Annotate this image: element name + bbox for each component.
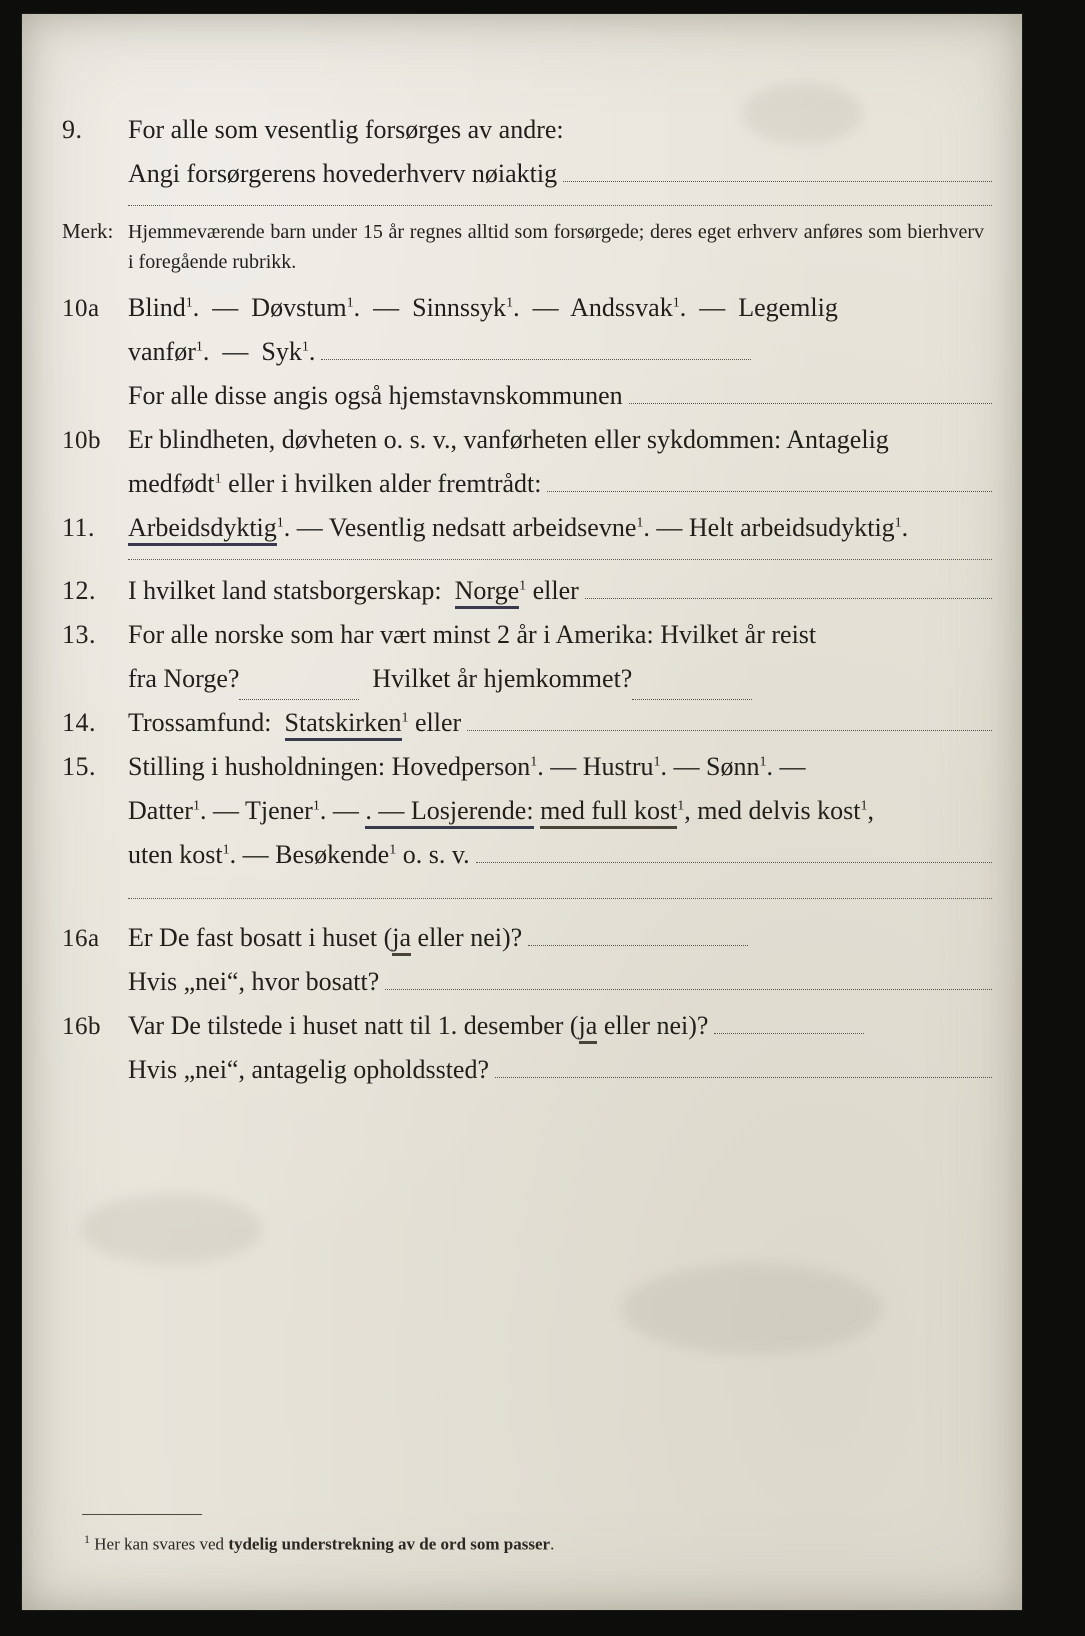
form-item-9 xyxy=(62,109,992,151)
item-10a-options-line2: vanfør$^1$. — Syk$^1$. xyxy=(128,337,316,366)
option-med-delvis-kost[interactable]: , med delvis kost xyxy=(684,796,861,825)
footnote-marker: 1 xyxy=(672,295,680,311)
item-number-11: 11. xyxy=(62,513,96,542)
item-10b-answer-blank[interactable] xyxy=(547,467,992,492)
footnote-marker: 1 xyxy=(506,295,514,311)
item-13-from-norway-blank[interactable] xyxy=(239,675,359,700)
option-dovstum[interactable]: Døvstum xyxy=(251,293,347,322)
item-10b-line2 xyxy=(128,463,541,505)
footnote-marker: 1 xyxy=(677,798,685,814)
footnote-marker: 1 xyxy=(222,842,230,858)
form-item-10b-line2 xyxy=(62,463,992,505)
form-item-16b-line2 xyxy=(62,1049,992,1091)
footnote-marker: 1 xyxy=(530,754,538,770)
option-besokende[interactable]: . — Besøkende xyxy=(229,840,390,869)
option-legemlig-vanfor-part1[interactable]: Legemlig xyxy=(738,293,838,322)
item-13-line1: For alle norske som har vært minst 2 år i Amerika: Hvilket år reist xyxy=(128,620,817,649)
item-9-line2: Angi forsørgerens hovederhverv nøiaktig xyxy=(128,159,558,188)
item-11-part3: . — Helt arbeidsudyktig xyxy=(643,513,895,542)
form-item-16b xyxy=(62,1005,992,1047)
section-divider xyxy=(128,559,992,560)
form-item-12 xyxy=(62,570,992,612)
option-legemlig-vanfor-part2[interactable]: vanfør xyxy=(128,337,196,366)
item-14-label: Trossamfund: xyxy=(128,708,272,737)
item-11-text xyxy=(128,507,908,549)
option-hustru[interactable]: . — Hustru xyxy=(537,752,654,781)
item-10a-note-blank[interactable] xyxy=(629,379,992,404)
item-number-12: 12. xyxy=(62,576,96,605)
option-tjener[interactable]: . — Tjener xyxy=(199,796,313,825)
footnote-marker: 1 xyxy=(276,515,284,531)
item-12-label: I hvilket land statsborgerskap: xyxy=(128,576,442,605)
item-14-tail: eller xyxy=(415,708,462,737)
merk-label: Merk: xyxy=(62,219,114,243)
item-15-label: Stilling i husholdningen: Hovedperson xyxy=(128,752,531,781)
form-item-10a-note xyxy=(62,375,992,417)
footnote-marker: 1 xyxy=(84,1532,90,1546)
item-15-etc: o. s. v. xyxy=(402,840,470,869)
form-item-15 xyxy=(62,746,992,788)
form-item-16a-line2 xyxy=(62,961,992,1003)
paper-smudge xyxy=(622,1264,882,1354)
footnote-text-bold: tydelig understrekning av de ord som passer xyxy=(228,1534,551,1554)
item-13-returned-label: Hvilket år hjemkommet? xyxy=(372,664,633,693)
option-arbeidsdyktig[interactable]: Arbeidsdyktig xyxy=(128,513,277,546)
footnote-marker: 1 xyxy=(192,798,200,814)
item-16b-line2-blank[interactable] xyxy=(495,1053,992,1078)
option-ja-16b[interactable]: ja xyxy=(579,1011,598,1044)
item-11-part2: . — Vesentlig nedsatt arbeidsevne xyxy=(283,513,637,542)
footnote-marker: 1 xyxy=(346,295,354,311)
item-15-line1 xyxy=(128,746,806,788)
footnote-marker: 1 xyxy=(653,754,661,770)
form-item-10b xyxy=(62,419,992,461)
merk-text: Hjemmeværende barn under 15 år regnes alltid som forsørgede; deres eget erhverv anføres som bierhverv i foregående rubrikk. xyxy=(128,221,984,273)
page-footnote xyxy=(84,1532,984,1555)
item-16a-line2-blank[interactable] xyxy=(385,965,992,990)
item-10a-options-line1: Blind$^1$. — Døvstum$^1$. — Sinnssyk$^1$. — Andssvak$^1$. — Legemlig xyxy=(128,293,838,322)
form-item-15-line2 xyxy=(62,790,992,832)
form-item-9-answer xyxy=(62,153,992,195)
footnote-marker: 1 xyxy=(389,842,397,858)
item-10b-line1: Er blindheten, døvheten o. s. v., vanførheten eller sykdommen: Antagelig xyxy=(128,425,889,454)
footnote-text-post: . xyxy=(550,1534,555,1554)
form-item-15-line3 xyxy=(62,834,992,876)
item-14-answer[interactable]: Statskirken xyxy=(285,708,402,741)
item-9-answer-blank[interactable] xyxy=(563,157,992,182)
item-number-14: 14. xyxy=(62,708,96,737)
option-ja[interactable]: ja xyxy=(392,923,411,956)
section-divider xyxy=(128,205,992,206)
item-12-tail: eller xyxy=(532,576,579,605)
option-uten-kost[interactable]: uten kost xyxy=(128,840,223,869)
item-number-10b: 10b xyxy=(62,427,101,454)
form-content xyxy=(62,109,992,1093)
footnote-marker: 1 xyxy=(759,754,767,770)
item-number-10a: 10a xyxy=(62,295,100,322)
option-sonn[interactable]: . — Sønn xyxy=(660,752,760,781)
form-item-16a xyxy=(62,917,992,959)
option-andssvak[interactable]: Andssvak xyxy=(570,293,673,322)
option-sinnssyk[interactable]: Sinnssyk xyxy=(412,293,507,322)
item-16a-line2: Hvis „nei“, hvor bosatt? xyxy=(128,967,380,996)
option-datter[interactable]: Datter xyxy=(128,796,193,825)
footnote-marker: 1 xyxy=(312,798,320,814)
option-syk[interactable]: Syk xyxy=(261,337,302,366)
item-15-line2: Datter$^1$. — Tjener$^1$. — . — Losjerende: med full kost$^1$, med delvis kost$^1$, xyxy=(128,790,874,832)
footnote-rule xyxy=(82,1514,202,1515)
option-medfodt[interactable]: medfødt xyxy=(128,469,215,498)
item-16b-line1: Var De tilstede i huset natt til 1. desember (ja eller nei)? xyxy=(128,1005,708,1047)
item-number-16a: 16a xyxy=(62,925,100,952)
paper-smudge xyxy=(82,1194,262,1264)
item-number-13: 13. xyxy=(62,620,96,649)
form-item-13 xyxy=(62,614,992,656)
item-16b-answer-blank[interactable] xyxy=(714,1009,864,1034)
item-16a-answer-blank[interactable] xyxy=(528,921,748,946)
item-16a-line1: Er De fast bosatt i huset (ja eller nei)? xyxy=(128,917,522,959)
footnote-text-pre: Her kan svares ved xyxy=(94,1534,229,1554)
item-15-comma: , xyxy=(867,796,875,825)
item-15-line3 xyxy=(128,834,470,876)
option-med-full-kost[interactable]: med full kost xyxy=(540,796,677,829)
item-15-dash: . — xyxy=(766,752,806,781)
form-item-10a-line2 xyxy=(62,331,992,373)
item-13-returned-blank[interactable] xyxy=(632,675,752,700)
item-15-answer-blank[interactable] xyxy=(476,838,992,863)
section-divider xyxy=(128,898,992,899)
item-12-answer-blank[interactable] xyxy=(585,574,992,599)
footnote-marker: 1 xyxy=(185,295,193,311)
item-12-text xyxy=(128,570,579,612)
footnote-marker: 1 xyxy=(401,710,409,726)
item-10a-answer-blank[interactable] xyxy=(321,335,751,360)
item-10b-line2b: eller i hvilken alder fremtrådt: xyxy=(228,469,542,498)
form-item-11 xyxy=(62,507,992,549)
form-item-10a xyxy=(62,287,992,329)
footnote-marker: 1 xyxy=(195,339,203,355)
item-12-answer[interactable]: Norge xyxy=(455,576,520,609)
item-9-line1: For alle som vesentlig forsørges av andre: xyxy=(128,115,564,144)
footnote-marker: 1 xyxy=(894,515,902,531)
footnote-marker: 1 xyxy=(214,471,222,487)
item-number-16b: 16b xyxy=(62,1013,101,1040)
item-11-part4: . xyxy=(901,513,909,542)
footnote-marker: 1 xyxy=(519,578,527,594)
item-number-15: 15. xyxy=(62,752,96,781)
form-paper xyxy=(22,14,1022,1610)
item-14-text xyxy=(128,702,461,744)
item-number-9: 9. xyxy=(62,115,83,144)
option-blind[interactable]: Blind xyxy=(128,293,186,322)
item-14-answer-blank[interactable] xyxy=(467,706,992,731)
footnote-marker: 1 xyxy=(301,339,309,355)
item-13-from-norway-label: fra Norge? xyxy=(128,664,240,693)
form-item-14 xyxy=(62,702,992,744)
footnote-marker: 1 xyxy=(860,798,868,814)
item-10a-note-text: For alle disse angis også hjemstavnskommunen xyxy=(128,381,623,410)
form-item-13-line2 xyxy=(62,658,992,700)
item-16b-line2: Hvis „nei“, antagelig opholdssted? xyxy=(128,1055,490,1084)
footnote-marker: 1 xyxy=(636,515,644,531)
option-losjerende[interactable]: . — Losjerende: xyxy=(365,796,533,829)
item-13-line2 xyxy=(128,658,752,700)
form-note-merk xyxy=(62,216,992,277)
